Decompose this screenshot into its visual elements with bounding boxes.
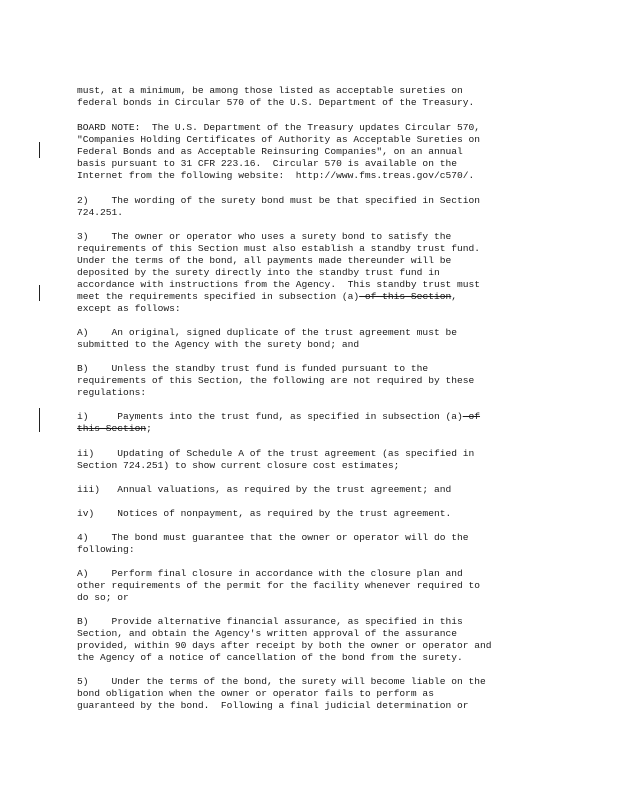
subsection-3a: A) An original, signed duplicate of the trust agreement must be submitted to the Agency with the surety bond; and [77,327,457,350]
subsection-3: 3) The owner or operator who uses a surety bond to satisfy the requirements of this Section must also establish a standby trust fund. Under the terms of the bond, all payments made thereunder will be deposited by the surety directly into the standby trust fund in accordance with instructions from the Agency. This standby trust must meet the requirements specified in subsection (a) of this Section, except as follows: [77,231,481,314]
subsection-3b: B) Unless the standby trust fund is funded pursuant to the requirements of this Section, the following are not required by these regulations: [77,363,475,398]
board-note: BOARD NOTE: The U.S. Department of the Treasury updates Circular 570, "Companies Holding Certificates of Authority as Acceptable Sureties on Federal Bonds and as Acceptable Reinsuring Companies", on an annual basis pursuant to 31 CFR 223.16. Circular 570 is available on the Internet from the following website: http://www.fms.treas.gov/c570/. [77,122,481,181]
paragraph-surety-listing: must, at a minimum, be among those listed as acceptable sureties on federal bonds in Circular 570 of the U.S. Department of the Treasury. [77,85,475,108]
subsection-2: 2) The wording of the surety bond must be that specified in Section 724.251. [77,195,481,218]
struck-text: of [462,411,481,422]
revision-bar-1 [39,142,40,158]
revision-bar-3 [39,408,40,432]
struck-text: of this Section [359,291,452,302]
subsection-4b: B) Provide alternative financial assurance, as specified in this Section, and obtain the Agency's written approval of the assurance provided, within 90 days after receipt by both the owner or operator and the Agency of a notice of cancellation of the bond from the surety. [77,616,492,663]
subsection-4: 4) The bond must guarantee that the owner or operator will do the following: [77,532,469,555]
revision-bar-2 [39,285,40,301]
subsection-3b-i: i) Payments into the trust fund, as specified in subsection (a) of this Section; [77,411,481,434]
struck-text: this Section [77,423,147,434]
subsection-3b-iv: iv) Notices of nonpayment, as required by the trust agreement. [77,508,452,519]
subsection-5: 5) Under the terms of the bond, the surety will become liable on the bond obligation when the owner or operator fails to perform as guaranteed by the bond. Following a final judicial determination or [77,676,486,711]
subsection-3b-iii: iii) Annual valuations, as required by the trust agreement; and [77,484,452,495]
subsection-4a: A) Perform final closure in accordance with the closure plan and other requirements of the permit for the facility whenever required to do so; or [77,568,481,603]
subsection-3b-ii: ii) Updating of Schedule A of the trust agreement (as specified in Section 724.251) to show current closure cost estimates; [77,448,475,471]
